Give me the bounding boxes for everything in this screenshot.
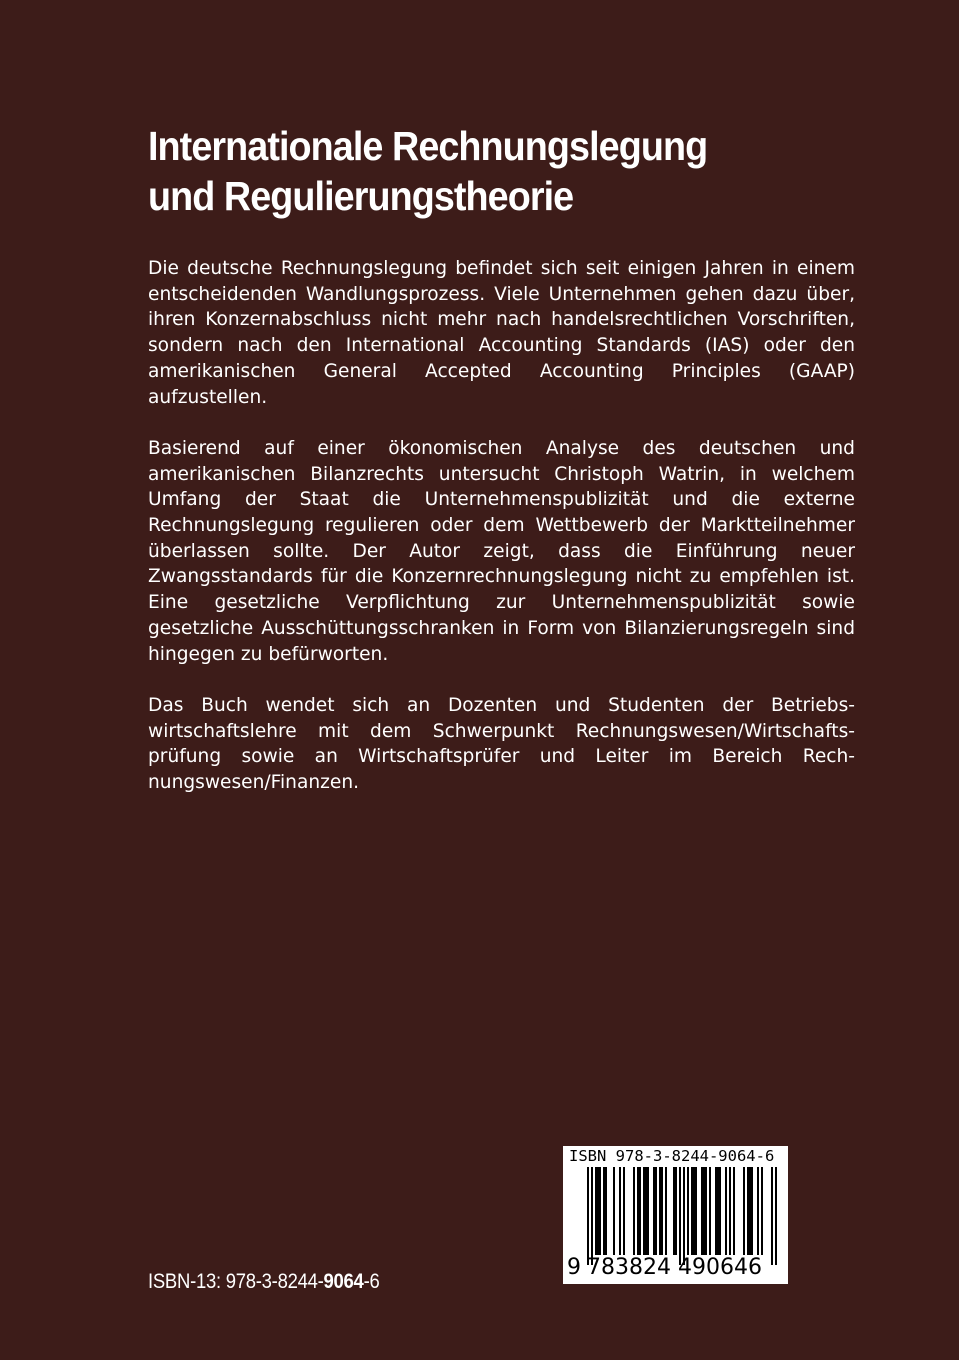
barcode-bar bbox=[693, 1167, 695, 1255]
barcode-bar bbox=[743, 1167, 745, 1255]
barcode-bar bbox=[705, 1167, 707, 1255]
barcode-bar bbox=[715, 1167, 717, 1255]
barcode-bar bbox=[747, 1167, 749, 1255]
barcode-bar bbox=[771, 1167, 773, 1265]
barcode-bar bbox=[639, 1167, 641, 1255]
barcode-bar bbox=[775, 1167, 777, 1265]
barcode-bar bbox=[757, 1167, 759, 1255]
barcode-bar bbox=[749, 1167, 751, 1255]
barcode-bar bbox=[655, 1167, 657, 1255]
book-title-line-2: und Regulierungstheorie bbox=[148, 173, 574, 219]
barcode-digits-left: 783824 bbox=[587, 1255, 671, 1280]
barcode-bar bbox=[643, 1167, 645, 1255]
barcode-bar bbox=[599, 1167, 601, 1255]
barcode-bar bbox=[605, 1167, 607, 1255]
barcode-bar bbox=[675, 1167, 677, 1255]
barcode-bar bbox=[719, 1167, 721, 1255]
book-description bbox=[148, 256, 855, 821]
barcode-bar bbox=[659, 1167, 661, 1255]
barcode-bar bbox=[725, 1167, 727, 1255]
barcode-bars bbox=[587, 1167, 777, 1267]
isbn-footer-bold: 9064 bbox=[323, 1270, 364, 1293]
barcode-bar bbox=[691, 1167, 693, 1255]
barcode-digits bbox=[567, 1254, 762, 1282]
barcode-bar bbox=[717, 1167, 719, 1255]
barcode-bar bbox=[653, 1167, 655, 1255]
description-paragraph-2: Basierend auf einer ökonomischen Analyse des deutschen und amerikanischen Bilanzrechts untersucht Christoph Watrin, in welchem Umfang der Staat die Unternehmenspublizität und die externe Rechnungslegung regulieren oder dem Wettbewerb der Marktteilnehmer überlassen sollte. Der Autor zeigt, dass die Einführung neuer Zwangsstandards für die Konzernrechnungslegung nicht zu empfehlen ist. Eine gesetzliche Verpflichtung zur Unternehmenspublizität sowie gesetzliche Ausschüttungsschranken in Form von Bilanzierungsregeln sind hingegen zu befürworten. bbox=[148, 437, 855, 665]
book-title bbox=[148, 121, 810, 221]
isbn-footer-suffix: -6 bbox=[363, 1270, 380, 1293]
barcode-bar bbox=[695, 1167, 697, 1255]
barcode-bar bbox=[683, 1167, 685, 1265]
barcode-bar bbox=[591, 1167, 593, 1265]
description-paragraph-1: Die deutsche Rechnungslegung befindet sich seit einigen Jahren in einem entscheidenden Wandlungsprozess. Viele Unternehmen gehen dazu über, ihren Konzernabschluss nicht mehr nach handelsrechtlichen Vorschriften, sondern nach den International Accounting Standards (IAS) oder den amerikanischen General Accepted Accounting Principles (GAAP) aufzustellen. bbox=[148, 258, 855, 408]
barcode-bar bbox=[665, 1167, 667, 1255]
barcode-bar bbox=[645, 1167, 647, 1255]
barcode-bar bbox=[729, 1167, 731, 1255]
barcode-bar bbox=[701, 1167, 703, 1255]
barcode-bar bbox=[623, 1167, 625, 1255]
isbn-footer-prefix: ISBN-13: 978-3-8244- bbox=[148, 1270, 324, 1293]
barcode-bar bbox=[673, 1167, 675, 1255]
description-paragraph-3: Das Buch wendet sich an Dozenten und Studenten der Betriebswirtschaftslehre mit dem Schwerpunkt Rechnungswesen/Wirtschaftsprüfung sowie an Wirtschaftsprüfer und Leiter im Bereich Rechnungswesen/Finanzen. bbox=[148, 694, 855, 794]
barcode-bar bbox=[595, 1167, 597, 1255]
barcode-bar bbox=[709, 1167, 711, 1255]
barcode-digits-right: 490646 bbox=[677, 1255, 762, 1280]
barcode-bar bbox=[633, 1167, 635, 1255]
barcode-bar bbox=[687, 1167, 689, 1255]
isbn-footer bbox=[148, 1269, 379, 1295]
barcode-bar bbox=[733, 1167, 735, 1255]
barcode-bar bbox=[679, 1167, 681, 1265]
barcode-digit-first: 9 bbox=[567, 1255, 581, 1280]
barcode-bar bbox=[761, 1167, 763, 1255]
barcode-bar bbox=[613, 1167, 615, 1255]
barcode-bar bbox=[751, 1167, 753, 1255]
barcode-bar bbox=[603, 1167, 605, 1255]
barcode-bar bbox=[619, 1167, 621, 1255]
barcode-bar bbox=[661, 1167, 663, 1255]
barcode-bar bbox=[587, 1167, 589, 1265]
barcode bbox=[563, 1146, 788, 1284]
barcode-isbn-text: ISBN 978-3-8244-9064-6 bbox=[569, 1147, 775, 1165]
book-title-line-1: Internationale Rechnungslegung bbox=[148, 123, 708, 169]
barcode-bar bbox=[647, 1167, 649, 1255]
barcode-bar bbox=[637, 1167, 639, 1255]
barcode-bar bbox=[597, 1167, 599, 1255]
barcode-bar bbox=[703, 1167, 705, 1255]
